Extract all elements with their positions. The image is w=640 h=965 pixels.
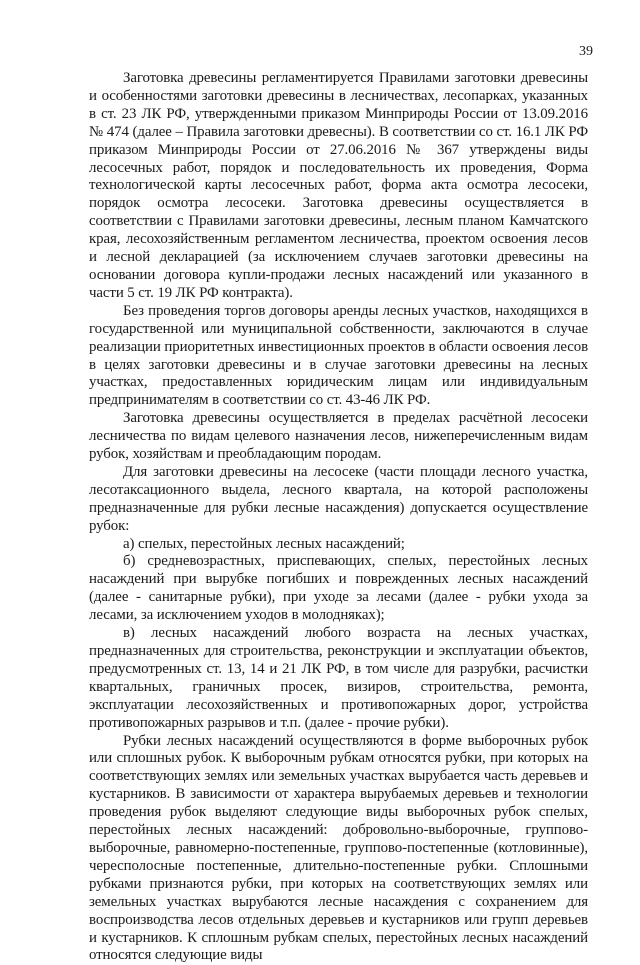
paragraph-allowable-cut: Заготовка древесины осуществляется в пределах расчётной лесосеки лесничества по видам целевого назначения лесов, нижеперечисленным видам рубок, хозяйствам и преобладающим породам. bbox=[89, 410, 588, 463]
list-item-a: а) спелых, перестойных лесных насаждений; bbox=[123, 535, 405, 552]
document-body bbox=[89, 70, 588, 965]
list-item-b: б) средневозрастных, приспевающих, спелых, перестойных лесных насаждений при вырубке погибших и поврежденных лесных насаждений (далее - санитарные рубки), при уходе за лесами (далее - рубки ухода за лесами, за исключением уходов в молодняках); bbox=[89, 553, 588, 624]
paragraph-selective-clear-felling: Рубки лесных насаждений осуществляются в форме выборочных рубок или сплошных рубок. К выборочным рубкам относятся рубки, при которых на соответствующих землях или земельных участках вырубается часть деревьев и кустарников. В зависимости от характера вырубаемых деревьев и технологии проведения рубок выделяют следующие виды выборочных рубок спелых, перестойных лесных насаждений: добровольно-выборочные, группово-выборочные, равномерно-постепенные, группово-постепенные (котловинные), чересполосные постепенные, длительно-постепенные рубки. Сплошными рубками признаются рубки, при которых на соответствующих землях или земельных участках вырубаются лесные насаждения с сохранением для воспроизводства лесов отдельных деревьев и кустарников или групп деревьев и кустарников. К сплошным рубкам спелых, перестойных лесных насаждений относятся следующие виды bbox=[89, 732, 588, 964]
page-number: 39 bbox=[579, 44, 593, 59]
list-item-v: в) лесных насаждений любого возраста на лесных участках, предназначенных для строительства, реконструкции и эксплуатации объектов, предусмотренных ст. 13, 14 и 21 ЛК РФ, в том числе для разрубки, расчистки квартальных, граничных просек, визиров, строительства, ремонта, эксплуатации лесохозяйственных и противопожарных дорог, устройства противопожарных разрывов и т.п. (далее - прочие рубки). bbox=[89, 625, 588, 731]
paragraph-felling-types-intro: Для заготовки древесины на лесосеке (части площади лесного участка, лесотаксационного выдела, лесного квартала, на которой расположены предназначенные для рубки лесные насаждения) допускается осуществление рубок: bbox=[89, 463, 588, 534]
paragraph-lease-without-tender: Без проведения торгов договоры аренды лесных участков, находящихся в государственной или муниципальной собственности, заключаются в случае реализации приоритетных инвестиционных проектов в области освоения лесов в целях заготовки древесины и в случае заготовки древесины на лесных участках, предоставленных юридическим лицам или индивидуальным предпринимателям в соответствии со ст. 43-46 ЛК РФ. bbox=[89, 302, 588, 409]
paragraph-timber-harvesting-rules: Заготовка древесины регламентируется Правилами заготовки древесины и особенностями заготовки древесины в лесничествах, лесопарках, указанных в ст. 23 ЛК РФ, утвержденными приказом Минприроды России от 13.09.2016 № 474 (далее – Правила заготовки древесны). В соответствии со ст. 16.1 ЛК РФ приказом Минприроды России от 27.06.2016 № 367 утверждены виды лесосечных работ, порядок и последовательность их проведения, Форма технологической карты лесосечных работ, форма акта осмотра лесосеки, порядок осмотра лесосеки. Заготовка древесины осуществляется в соответствии с Правилами заготовки древесины, лесным планом Камчатского края, лесохозяйственным регламентом лесничества, проектом освоения лесов и лесной декларацией (за исключением случаев заготовки древесины на основании договора купли-продажи лесных насаждений или указанного в части 5 ст. 19 ЛК РФ контракта). bbox=[89, 70, 588, 301]
